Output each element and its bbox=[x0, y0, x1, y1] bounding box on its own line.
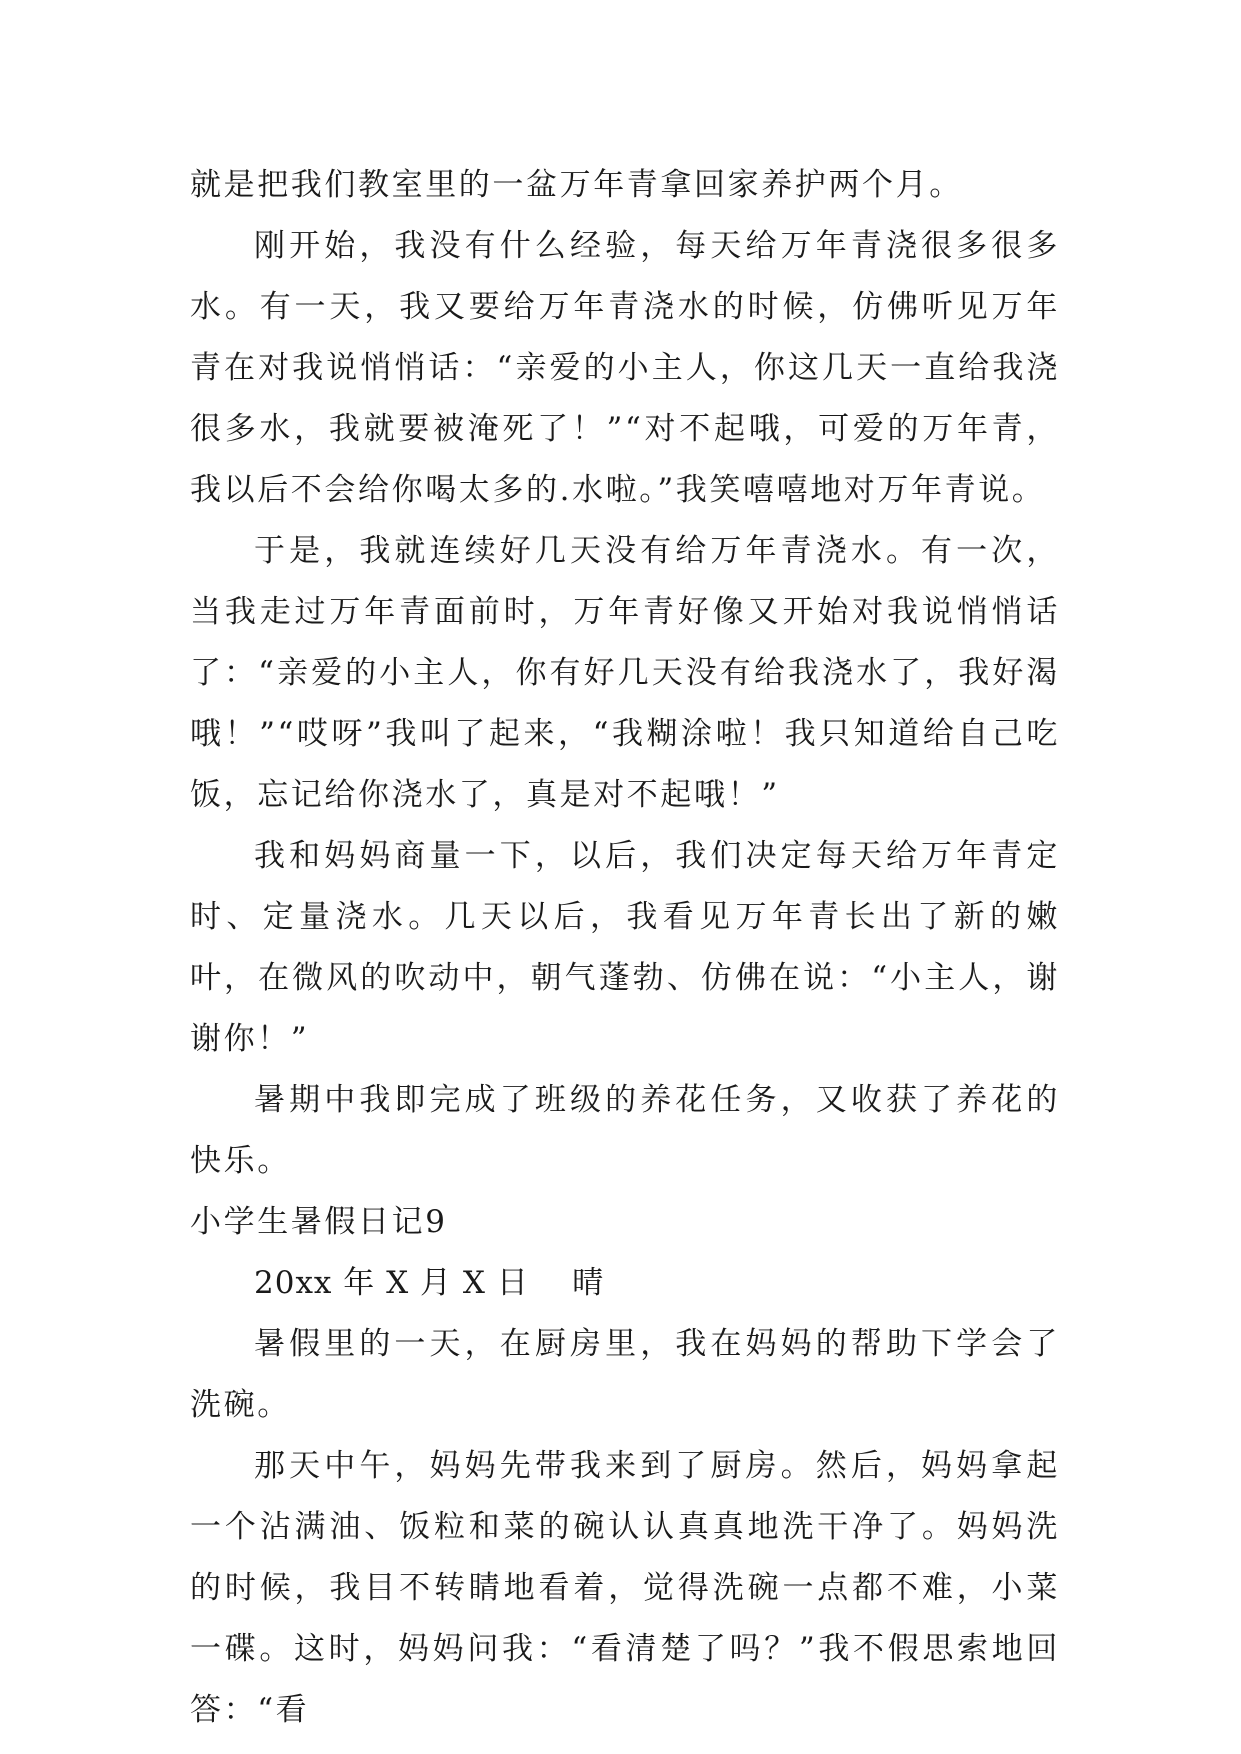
paragraph-summary: 暑期中我即完成了班级的养花任务，又收获了养花的快乐。 bbox=[190, 1082, 1060, 1179]
paragraph-watering-too-much: 刚开始，我没有什么经验，每天给万年青浇很多很多水。有一天，我又要给万年青浇水的时候，仿佛听见万年青在对我说悄悄话：“亲爱的小主人，你这几天一直给我浇很多水，我就要被淹死了！”“对不起哦，可爱的万年青，我以后不会给你喝太多的.水啦。”我笑嘻嘻地对万年青说。 bbox=[190, 228, 1060, 508]
diary-date-line: 20xx 年 X 月 X 日 晴 bbox=[254, 1265, 605, 1301]
paragraph-mom-washing: 那天中午，妈妈先带我来到了厨房。然后，妈妈拿起一个沾满油、饭粒和菜的碗认认真真地洗干净了。妈妈洗的时候，我目不转睛地看着，觉得洗碗一点都不难，小菜一碟。这时，妈妈问我：“看清楚了吗？”我不假思索地回答：“看 bbox=[190, 1448, 1060, 1728]
document-body bbox=[190, 155, 1060, 1741]
paragraph-learned-dishwashing: 暑假里的一天，在厨房里，我在妈妈的帮助下学会了洗碗。 bbox=[190, 1326, 1060, 1423]
paragraph-forgot-watering: 于是，我就连续好几天没有给万年青浇水。有一次，当我走过万年青面前时，万年青好像又开始对我说悄悄话了：“亲爱的小主人，你有好几天没有给我浇水了，我好渴哦！”“哎呀”我叫了起来，“我糊涂啦！我只知道给自己吃饭，忘记给你浇水了，真是对不起哦！” bbox=[190, 533, 1060, 813]
section-title: 小学生暑假日记9 bbox=[190, 1204, 448, 1240]
paragraph-continued: 就是把我们教室里的一盆万年青拿回家养护两个月。 bbox=[190, 167, 963, 203]
paragraph-scheduled-watering: 我和妈妈商量一下，以后，我们决定每天给万年青定时、定量浇水。几天以后，我看见万年青长出了新的嫩叶，在微风的吹动中，朝气蓬勃、仿佛在说：“小主人，谢谢你！” bbox=[190, 838, 1060, 1057]
